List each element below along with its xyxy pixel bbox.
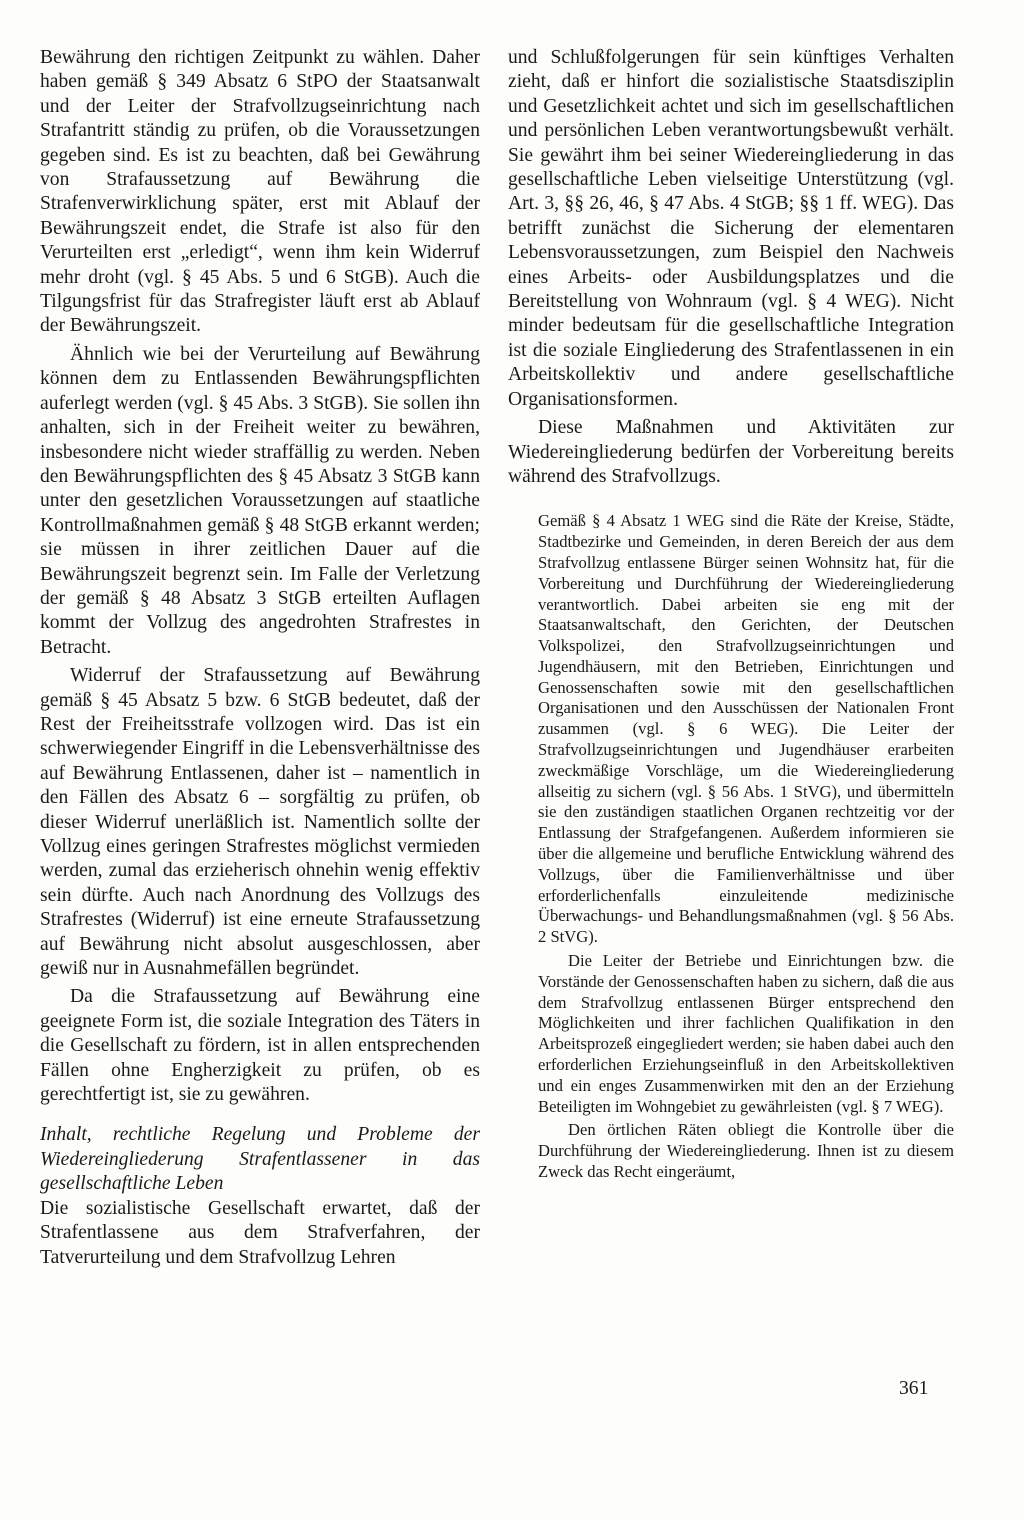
paragraph-gesellschaft-erwartet: Die sozialistische Gesellschaft erwartet, daß der Strafentlassene aus dem Strafverfahren, der Tatverurteilung und dem Strafvollzug Lehren: [40, 1197, 480, 1268]
small-paragraph-oertliche-raete: Den örtlichen Räten obliegt die Kontrolle über die Durchführung der Wiedereingliederung. Ihnen ist zu diesem Zweck das Recht eingeräumt,: [538, 1120, 954, 1182]
page-number: 361: [899, 1378, 929, 1399]
paragraph-soziale-integration: Da die Strafaussetzung auf Bewährung eine geeignete Form ist, die soziale Integration des Täters in die Gesellschaft zu fördern, ist in allen entsprechenden Fällen ohne Engherzigkeit zu prüfen, ob es gerechtfertigt ist, sie zu gewähren.: [40, 986, 480, 1106]
section-heading: Inhalt, rechtliche Regelung und Probleme der Wiedereingliederung Strafentlassener in das gesellschaftliche Leben: [40, 1124, 480, 1195]
small-print-block: [508, 511, 954, 1183]
paragraph-schlussfolgerungen: und Schlußfolgerungen für sein künftiges Verhalten zieht, daß er hinfort die sozialistische Staatsdisziplin und Gesetzlichkeit achtet und sich im gesellschaftlichen und persönlichen Leben verantwortungsbewußt verhält. Sie gewährt ihm bei seiner Wiedereingliederung in das gesellschaftliche Leben vielseitige Unterstützung (vgl. Art. 3, §§ 26, 46, § 47 Abs. 4 StGB; §§ 1 ff. WEG). Das betrifft zunächst die Sicherung der elementaren Lebensvoraussetzungen, zum Beispiel den Nachweis eines Arbeits- oder Ausbildungsplatzes und die Bereitstellung von Wohnraum (vgl. § 4 WEG). Nicht minder bedeutsam für die gesellschaftliche Integration ist die soziale Eingliederung des Strafentlassenen in ein Arbeitskollektiv und andere gesellschaftliche Organisationsformen.: [508, 47, 954, 410]
left-column: [40, 46, 480, 1270]
right-column: [508, 46, 954, 1183]
paragraph-vorbereitung: Diese Maßnahmen und Aktivitäten zur Wiedereingliederung bedürfen der Vorbereitung bereits während des Strafvollzugs.: [508, 417, 954, 487]
small-paragraph-betriebe: Die Leiter der Betriebe und Einrichtungen bzw. die Vorstände der Genossenschaften haben zu sichern, daß die aus dem Strafvollzug entlassenen Bürger entsprechend den Möglichkeiten und ihrer fachlichen Qualifikation in den Arbeitsprozeß eingegliedert werden; sie haben dabei auch den erforderlichen Erziehungseinfluß in den Arbeitskollektiven und ein enges Zusammenwirken mit den an der Erziehung Beteiligten im Wohngebiet zu gewährleisten (vgl. § 7 WEG).: [538, 951, 954, 1116]
paragraph-widerruf: Widerruf der Strafaussetzung auf Bewährung gemäß § 45 Absatz 5 bzw. 6 StGB bedeutet, daß der Rest der Freiheitsstrafe vollzogen wird. Das ist ein schwerwiegender Eingriff in die Lebensverhältnisse des auf Bewährung Entlassenen, daher ist – namentlich in den Fällen des Absatz 6 – sorgfältig zu prüfen, ob dieser Widerruf unerläßlich ist. Namentlich sollte der Vollzug eines geringen Strafrestes möglichst vermieden werden, zumal das erzieherisch ohnehin wenig effektiv sein dürfte. Auch nach Anordnung des Vollzugs des Strafrestes (Widerruf) ist eine erneute Strafaussetzung auf Bewährung nicht absolut ausgeschlossen, aber gewiß nur in Ausnahmefällen begründet.: [40, 665, 480, 980]
paragraph-bewaehrungspflichten: Ähnlich wie bei der Verurteilung auf Bewährung können dem zu Entlassenden Bewährungspflichten auferlegt werden (vgl. § 45 Abs. 3 StGB). Sie sollen ihn anhalten, sich in der Freiheit weiter zu bewähren, insbesondere nicht wieder straffällig zu werden. Neben den Bewährungspflichten des § 45 Absatz 3 StGB kann unter den gesetzlichen Voraussetzungen auf staatliche Kontrollmaßnahmen gemäß § 48 StGB erkannt werden; sie müssen in ihrer zeitlichen Dauer auf die Bewährungszeit begrenzt sein. Im Falle der Verletzung der gemäß § 48 Absatz 3 StGB erteilten Auflagen kommt der Vollzug des angedrohten Strafrestes in Betracht.: [40, 343, 480, 658]
paragraph-zeitpunkt: Bewährung den richtigen Zeitpunkt zu wählen. Daher haben gemäß § 349 Absatz 6 StPO der Staatsanwalt und der Leiter der Strafvollzugseinrichtung nach Strafantritt ständig zu prüfen, ob die Voraussetzungen gegeben sind. Es ist zu beachten, daß bei Gewährung von Strafaussetzung auf Bewährung die Strafenverwirklichung später, erst mit Ablauf der Bewährungszeit endet, die Strafe ist also für den Verurteilten erst „erledigt“, wenn ihm kein Widerruf mehr droht (vgl. § 45 Abs. 5 und 6 StGB). Auch die Tilgungsfrist für das Strafregister läuft erst ab Ablauf der Bewährungszeit.: [40, 47, 480, 337]
small-paragraph-weg-4: Gemäß § 4 Absatz 1 WEG sind die Räte der Kreise, Städte, Stadtbezirke und Gemeinden, in deren Bereich der aus dem Strafvollzug entlassene Bürger seinen Wohnsitz hat, für die Vorbereitung und Durchführung der Wiedereingliederung verantwortlich. Dabei arbeiten sie eng mit der Staatsanwaltschaft, den Gerichten, der Deutschen Volkspolizei, den Strafvollzugseinrichtungen und Jugendhäusern, mit den Betrieben, Einrichtungen und Genossenschaften sowie mit den gesellschaftlichen Organisationen und den Ausschüssen der Nationalen Front zusammen (vgl. § 6 WEG). Die Leiter der Strafvollzugseinrichtungen und Jugendhäuser erarbeiten zweckmäßige Vorschläge, um die Wiedereingliederung allseitig zu sichern (vgl. § 56 Abs. 1 StVG), und übermitteln sie den zuständigen staatlichen Organen rechtzeitig vor der Entlassung der Strafgefangenen. Außerdem informieren sie über die allgemeine und berufliche Entwicklung während des Vollzugs, über die Familienverhältnisse und über erforderlichenfalls einzuleitende medizinische Überwachungs- und Behandlungsmaßnahmen (vgl. § 56 Abs. 2 StVG).: [538, 511, 954, 947]
